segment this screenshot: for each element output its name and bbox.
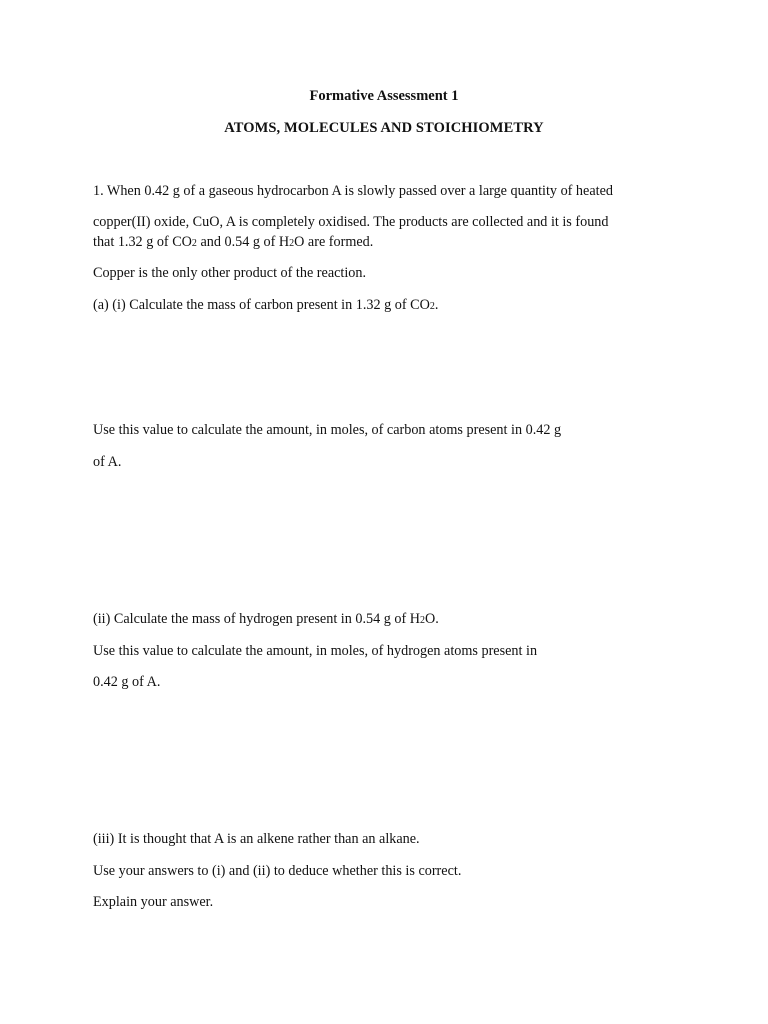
part-a-ii-question — [93, 610, 439, 630]
part-a-i-text: (a) (i) Calculate the mass of carbon present in 1.32 g of CO — [93, 297, 430, 313]
part-a-i-use-line-2: of A. — [93, 454, 122, 470]
part-a-ii-use-line-2: 0.42 g of A. — [93, 674, 161, 690]
q1-line3-part-c: O are formed. — [294, 234, 374, 250]
part-a-i-subscript: 2 — [429, 301, 435, 312]
question-1-line-4: Copper is the only other product of the reaction. — [93, 265, 367, 281]
part-a-iii-line-2: Use your answers to (i) and (ii) to deduce whether this is correct. — [93, 863, 462, 879]
question-1-line-2: copper(II) oxide, CuO, A is completely oxidised. The products are collected and it is found — [93, 214, 609, 230]
q1-line3-subscript-1: 2 — [191, 238, 197, 249]
part-a-i-end: . — [434, 297, 439, 313]
part-a-ii-subscript: 2 — [420, 615, 426, 626]
part-a-iii-line-3: Explain your answer. — [93, 894, 214, 910]
part-a-ii-use-line-1: Use this value to calculate the amount, in moles, of hydrogen atoms present in — [93, 643, 538, 659]
part-a-ii-text: (ii) Calculate the mass of hydrogen present in 0.54 g of H — [93, 611, 421, 627]
q1-line3-part-b: and 0.54 g of H — [196, 234, 290, 250]
document-heading: ATOMS, MOLECULES AND STOICHIOMETRY — [224, 120, 544, 136]
part-a-iii-line-1: (iii) It is thought that A is an alkene rather than an alkane. — [93, 831, 420, 847]
question-1-line-1: 1. When 0.42 g of a gaseous hydrocarbon A is slowly passed over a large quantity of heated — [93, 183, 613, 199]
part-a-i-use-line-1: Use this value to calculate the amount, in moles, of carbon atoms present in 0.42 g — [93, 422, 562, 438]
document-title: Formative Assessment 1 — [309, 88, 459, 104]
question-1-line-3 — [93, 233, 373, 253]
q1-line3-subscript-2: 2 — [289, 238, 295, 249]
q1-line3-part-a: that 1.32 g of CO — [93, 234, 192, 250]
part-a-ii-end: O. — [425, 611, 439, 627]
part-a-i-question — [93, 296, 438, 316]
